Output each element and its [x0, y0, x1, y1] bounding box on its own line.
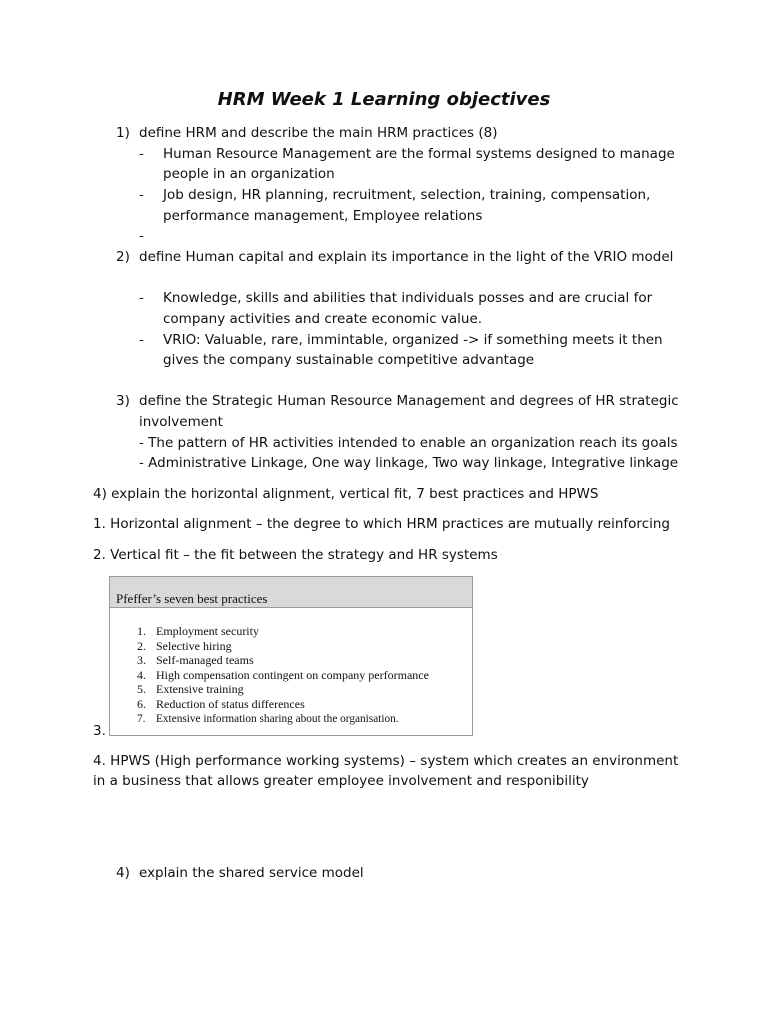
page-title: HRM Week 1 Learning objectives	[217, 89, 551, 110]
objective-2-number: 2)	[116, 249, 130, 265]
figure-item-number: 3.	[137, 653, 146, 668]
figure-item	[137, 682, 472, 697]
figure-item-text: Selective hiring	[156, 638, 232, 653]
objective-4-heading: 4) explain the horizontal alignment, vertical fit, 7 best practices and HPWS	[93, 486, 599, 502]
figure-item	[137, 624, 472, 639]
objective-3-text: define the Strategic Human Resource Management and degrees of HR strategic	[139, 393, 679, 409]
figure-item	[137, 653, 472, 668]
bullet-text: people in an organization	[163, 166, 335, 182]
objective-1-text: define HRM and describe the main HRM practices (8)	[139, 125, 498, 141]
figure-item-number: 5.	[137, 682, 146, 697]
objective-2-text: define Human capital and explain its importance in the light of the VRIO model	[139, 249, 674, 265]
figure-item-text: Self-managed teams	[156, 653, 254, 668]
figure-item-number: 1.	[137, 624, 146, 638]
point-hpws: in a business that allows greater employee involvement and responibility	[93, 773, 589, 789]
figure-item	[137, 668, 472, 683]
bullet-dash: -	[139, 187, 144, 203]
figure-item-text: Employment security	[156, 624, 259, 638]
bullet-text: Human Resource Management are the formal systems designed to manage	[163, 146, 675, 162]
objective-5-number: 4)	[116, 865, 130, 881]
bullet-dash: -	[139, 146, 144, 162]
point-horizontal-alignment: 1. Horizontal alignment – the degree to which HRM practices are mutually reinforcing	[93, 516, 670, 532]
point-hpws: 4. HPWS (High performance working systems) – system which creates an environment	[93, 753, 679, 769]
objective-3-subline: - Administrative Linkage, One way linkage, Two way linkage, Integrative linkage	[139, 455, 679, 471]
figure-item-text: Extensive information sharing about the organisation.	[156, 712, 399, 725]
figure-item-number: 2.	[137, 638, 146, 653]
objective-5-text: explain the shared service model	[139, 865, 364, 881]
figure-item-text: High compensation contingent on company performance	[156, 667, 429, 682]
figure-item-number: 4.	[137, 667, 146, 682]
figure-item	[137, 697, 472, 712]
bullet-dash: -	[139, 332, 144, 348]
bullet-text: performance management, Employee relations	[163, 208, 483, 224]
figure-item-number: 6.	[137, 696, 146, 711]
figure-item-text: Reduction of status differences	[156, 696, 305, 711]
figure-item-number: 7.	[137, 712, 146, 725]
point-vertical-fit: 2. Vertical fit – the fit between the strategy and HR systems	[93, 547, 498, 563]
figure-list	[110, 608, 472, 726]
point-best-practices-label: 3.	[93, 723, 106, 739]
objective-3-number: 3)	[116, 393, 130, 409]
bullet-text: Knowledge, skills and abilities that individuals posses and are crucial for	[163, 290, 653, 306]
objective-3-subline: - The pattern of HR activities intended to enable an organization reach its goals	[139, 435, 678, 451]
objective-1-number: 1)	[116, 125, 130, 141]
bullet-text: company activities and create economic value.	[163, 311, 483, 327]
figure-title: Pfeffer’s seven best practices	[110, 577, 472, 608]
figure-item	[137, 639, 472, 654]
bullet-text: VRIO: Valuable, rare, immintable, organized -> if something meets it then	[163, 332, 663, 348]
figure-item	[137, 712, 472, 727]
objective-3-text: involvement	[139, 414, 223, 430]
bullet-text: Job design, HR planning, recruitment, selection, training, compensation,	[163, 187, 651, 203]
bullet-dash: -	[139, 228, 144, 244]
bullet-dash: -	[139, 290, 144, 306]
bullet-text: gives the company sustainable competitive advantage	[163, 352, 535, 368]
figure-item-text: Extensive training	[156, 682, 244, 697]
best-practices-figure	[109, 576, 473, 736]
